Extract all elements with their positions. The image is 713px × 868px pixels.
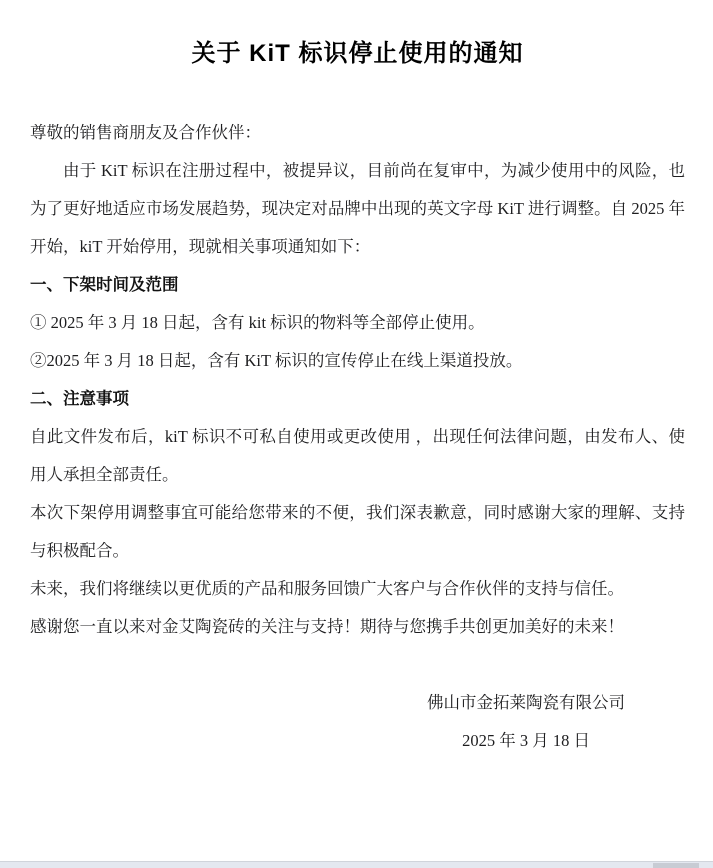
section2-paragraph-1: 自此文件发布后，kiT 标识不可私自使用或更改使用 ，出现任何法律问题，由发布人、使用人承担全部责任。 [30,427,685,484]
section2-paragraph-3: 未来，我们将继续以更优质的产品和服务回馈广大客户与合作伙伴的支持与信任。 [30,579,624,598]
greeting-line: 尊敬的销售商朋友及合作伙伴： [30,123,261,142]
signature-company: 佛山市金拓莱陶瓷有限公司 [427,693,625,712]
taskbar-window-segment[interactable] [653,863,699,868]
section2-heading: 二、注意事项 [30,390,129,408]
taskbar-edge[interactable] [0,861,713,868]
section2-paragraph-2: 本次下架停用调整事宜可能给您带来的不便，我们深表歉意，同时感谢大家的理解、支持与积极配合。 [30,503,685,560]
section1-heading: 一、下架时间及范围 [30,276,179,294]
intro-paragraph: 由于 KiT 标识在注册过程中，被提异议，目前尚在复审中，为减少使用中的风险，也为了更好地适应市场发展趋势，现决定对品牌中出现的英文字母 KiT 进行调整。自 2025 年开始，kiT 开始停用，现就相关事项通知如下： [30,161,685,256]
section1-item-2: ②2025 年 3 月 18 日起，含有 KiT 标识的宣传停止在线上渠道投放。 [30,351,523,370]
signature-block [30,684,685,760]
section1-item-1: ① 2025 年 3 月 18 日起，含有 kit 标识的物料等全部停止使用。 [30,313,485,332]
signature-date: 2025 年 3 月 18 日 [462,731,590,750]
section2-paragraph-4: 感谢您一直以来对金艾陶瓷砖的关注与支持！期待与您携手共创更加美好的未来！ [30,617,624,636]
page-title: 关于 KiT 标识停止使用的通知 [191,40,524,67]
